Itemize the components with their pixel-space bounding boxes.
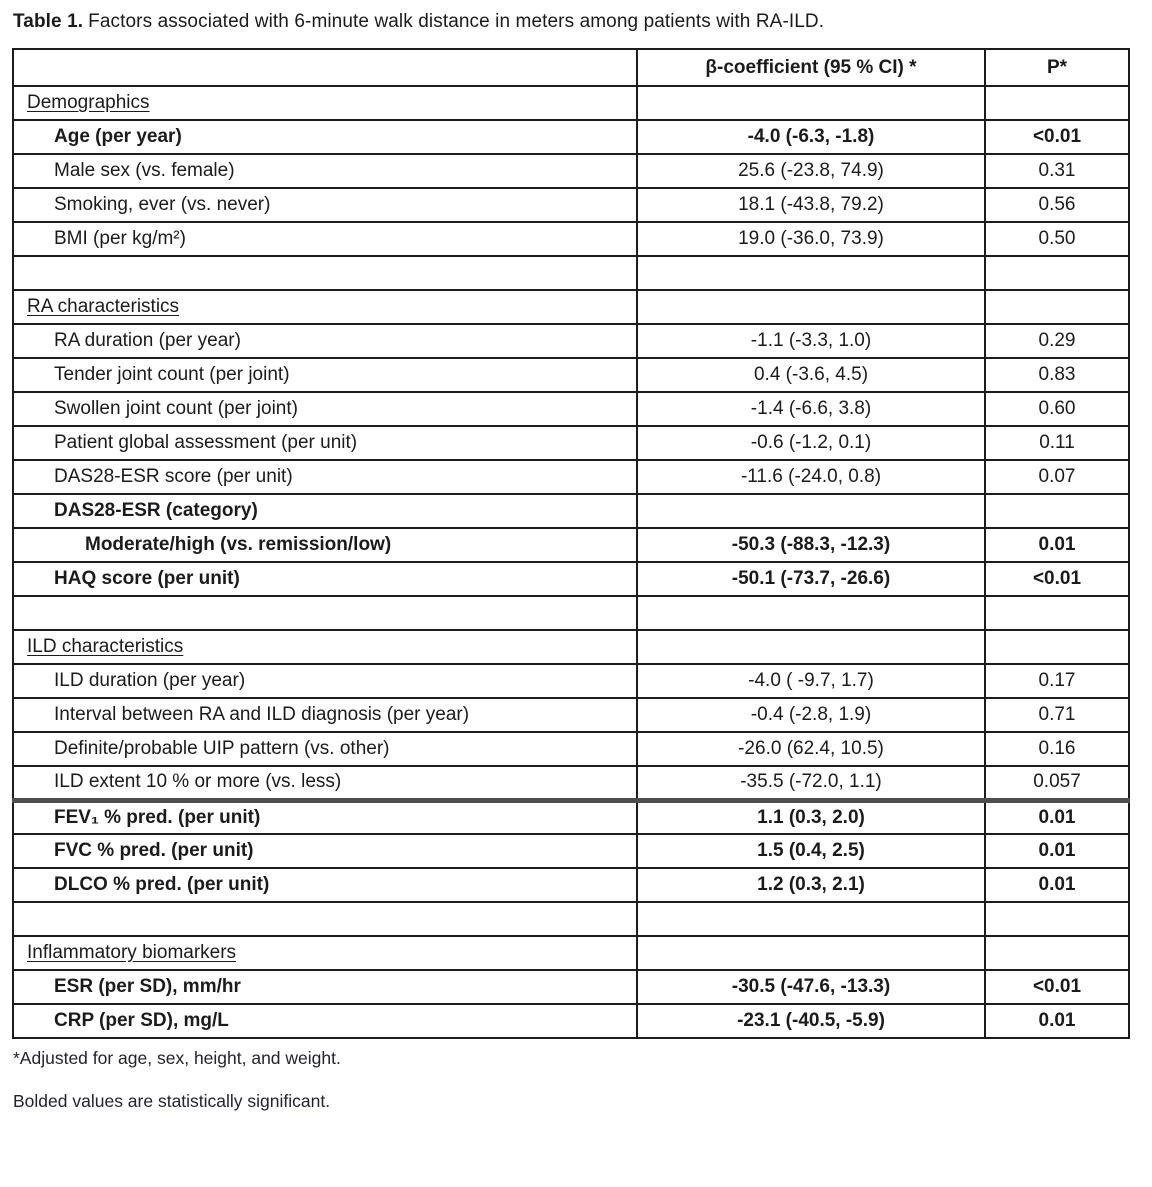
- p-cell: [985, 562, 1129, 596]
- p-cell-text: 0.01: [1038, 806, 1076, 828]
- p-cell: [985, 494, 1129, 528]
- factor-cell: [13, 188, 637, 222]
- beta-cell-text: -4.0 (-6.3, -1.8): [747, 126, 875, 147]
- table-row: [13, 868, 1129, 902]
- table-row: [13, 800, 1129, 834]
- factor-cell-text: ILD duration (per year): [54, 670, 246, 691]
- factor-cell-text: FEV₁ % pred. (per unit): [54, 806, 261, 828]
- p-cell-text: 0.01: [1038, 874, 1076, 895]
- factor-cell-text: FVC % pred. (per unit): [54, 840, 254, 861]
- factor-cell: [13, 800, 637, 834]
- p-cell: [985, 902, 1129, 936]
- factor-cell: [13, 834, 637, 868]
- spacer-row: [13, 902, 1129, 936]
- section-row: [13, 290, 1129, 324]
- factor-cell: [13, 970, 637, 1004]
- factor-cell-text: Definite/probable UIP pattern (vs. other): [54, 738, 390, 759]
- factor-cell: [13, 664, 637, 698]
- factor-cell-text: DLCO % pred. (per unit): [54, 874, 270, 895]
- p-cell: [985, 426, 1129, 460]
- factor-cell: [13, 256, 637, 290]
- factor-cell-text: Inflammatory biomarkers: [27, 942, 237, 963]
- factor-cell-text: Tender joint count (per joint): [54, 364, 290, 385]
- table-row: [13, 494, 1129, 528]
- beta-cell-text: -11.6 (-24.0, 0.8): [740, 466, 882, 487]
- beta-cell: [637, 936, 985, 970]
- factor-cell: [13, 698, 637, 732]
- results-table: [12, 48, 1130, 1039]
- factor-cell-text: BMI (per kg/m²): [54, 228, 186, 249]
- factor-cell-text: HAQ score (per unit): [54, 568, 240, 589]
- table-row: [13, 222, 1129, 256]
- factor-cell: [13, 562, 637, 596]
- factor-cell-text: Smoking, ever (vs. never): [54, 194, 271, 215]
- beta-cell: [637, 766, 985, 800]
- p-cell: [985, 222, 1129, 256]
- table-row: [13, 154, 1129, 188]
- beta-cell-text: β-coefficient (95 % CI) *: [705, 56, 917, 78]
- factor-cell-text: RA characteristics: [27, 296, 180, 317]
- table-row: [13, 1004, 1129, 1038]
- p-cell-text: 0.057: [1033, 771, 1081, 793]
- beta-cell: [637, 698, 985, 732]
- p-cell: [985, 256, 1129, 290]
- table-title-text: Factors associated with 6-minute walk distance in meters among patients with RA-ILD.: [88, 11, 825, 32]
- p-cell-text: 0.01: [1038, 1010, 1076, 1031]
- beta-cell: [637, 222, 985, 256]
- beta-cell-text: -50.1 (-73.7, -26.6): [731, 568, 891, 589]
- p-cell-text: P*: [1046, 56, 1068, 78]
- factor-cell: [13, 86, 637, 120]
- p-cell: [985, 528, 1129, 562]
- beta-cell-text: -50.3 (-88.3, -12.3): [731, 534, 891, 555]
- table-row: [13, 698, 1129, 732]
- table-row: [13, 766, 1129, 800]
- factor-cell: [13, 732, 637, 766]
- factor-cell: [13, 358, 637, 392]
- beta-cell: [637, 494, 985, 528]
- beta-cell: [637, 120, 985, 154]
- beta-cell-text: 1.1 (0.3, 2.0): [757, 806, 865, 828]
- factor-cell: [13, 936, 637, 970]
- beta-cell-text: -30.5 (-47.6, -13.3): [731, 976, 891, 997]
- results-table-body: [13, 49, 1129, 1038]
- p-cell: [985, 970, 1129, 1004]
- p-cell-text: 0.11: [1039, 432, 1075, 453]
- p-cell: [985, 664, 1129, 698]
- table-title-label: Table 1.: [13, 11, 84, 32]
- beta-cell-text: -0.6 (-1.2, 0.1): [750, 432, 872, 453]
- beta-cell-text: 1.5 (0.4, 2.5): [757, 840, 865, 861]
- beta-cell: [637, 188, 985, 222]
- table-row: [13, 324, 1129, 358]
- beta-cell: [637, 324, 985, 358]
- factor-cell: [13, 630, 637, 664]
- beta-cell: [637, 800, 985, 834]
- p-cell: [985, 936, 1129, 970]
- factor-cell-text: Patient global assessment (per unit): [54, 432, 358, 453]
- table-row: [13, 664, 1129, 698]
- p-cell-text: <0.01: [1032, 976, 1082, 997]
- beta-cell: [637, 562, 985, 596]
- factor-cell: [13, 324, 637, 358]
- beta-cell: [637, 630, 985, 664]
- p-cell-text: 0.31: [1038, 160, 1076, 181]
- p-cell: [985, 1004, 1129, 1038]
- beta-cell-text: 19.0 (-36.0, 73.9): [738, 228, 884, 249]
- table-row: [13, 834, 1129, 868]
- beta-cell: [637, 970, 985, 1004]
- factor-cell: [13, 528, 637, 562]
- factor-cell-text: Interval between RA and ILD diagnosis (per year): [54, 704, 470, 725]
- p-cell: [985, 49, 1129, 86]
- p-cell-text: <0.01: [1032, 568, 1082, 589]
- beta-cell: [637, 392, 985, 426]
- p-cell: [985, 120, 1129, 154]
- p-cell: [985, 868, 1129, 902]
- section-row: [13, 936, 1129, 970]
- factor-cell: [13, 868, 637, 902]
- factor-cell-text: Swollen joint count (per joint): [54, 398, 298, 419]
- factor-cell: [13, 596, 637, 630]
- factor-cell: [13, 120, 637, 154]
- p-cell: [985, 596, 1129, 630]
- beta-cell: [637, 1004, 985, 1038]
- spacer-row: [13, 256, 1129, 290]
- p-cell: [985, 732, 1129, 766]
- beta-cell-text: -1.1 (-3.3, 1.0): [750, 330, 872, 351]
- p-cell-text: 0.60: [1038, 398, 1076, 419]
- factor-cell-text: CRP (per SD), mg/L: [54, 1010, 229, 1031]
- p-cell: [985, 460, 1129, 494]
- table-row: [13, 970, 1129, 1004]
- beta-cell-text: 1.2 (0.3, 2.1): [757, 874, 865, 895]
- p-cell: [985, 834, 1129, 868]
- table-row: [13, 392, 1129, 426]
- p-cell-text: 0.83: [1038, 364, 1076, 385]
- beta-cell-text: -1.4 (-6.6, 3.8): [750, 398, 872, 419]
- factor-cell: [13, 49, 637, 86]
- p-cell: [985, 188, 1129, 222]
- p-cell-text: 0.01: [1038, 840, 1076, 861]
- p-cell-text: 0.01: [1038, 534, 1076, 555]
- beta-cell: [637, 86, 985, 120]
- factor-cell: [13, 766, 637, 800]
- beta-cell-text: -23.1 (-40.5, -5.9): [737, 1010, 885, 1031]
- factor-cell: [13, 460, 637, 494]
- p-cell-text: 0.07: [1038, 466, 1076, 487]
- beta-cell: [637, 528, 985, 562]
- p-cell: [985, 766, 1129, 800]
- table-title: [13, 11, 1140, 33]
- table-row: [13, 528, 1129, 562]
- beta-cell-text: -0.4 (-2.8, 1.9): [750, 704, 872, 725]
- table-row: [13, 188, 1129, 222]
- p-cell-text: <0.01: [1032, 126, 1082, 147]
- table-row: [13, 562, 1129, 596]
- beta-cell-text: -35.5 (-72.0, 1.1): [740, 771, 882, 793]
- p-cell-text: 0.29: [1038, 330, 1076, 351]
- header-row: [13, 49, 1129, 86]
- factor-cell: [13, 1004, 637, 1038]
- factor-cell: [13, 290, 637, 324]
- beta-cell-text: -26.0 (62.4, 10.5): [738, 738, 884, 759]
- factor-cell-text: DAS28-ESR (category): [54, 500, 258, 521]
- beta-cell-text: 0.4 (-3.6, 4.5): [753, 364, 869, 385]
- beta-cell: [637, 460, 985, 494]
- beta-cell: [637, 596, 985, 630]
- p-cell: [985, 698, 1129, 732]
- footnote-bolded: Bolded values are statistically significant.: [13, 1091, 331, 1111]
- beta-cell: [637, 426, 985, 460]
- table-row: [13, 732, 1129, 766]
- factor-cell-text: Demographics: [27, 92, 150, 113]
- beta-cell-text: 25.6 (-23.8, 74.9): [738, 160, 884, 181]
- table-row: [13, 358, 1129, 392]
- factor-cell-text: Moderate/high (vs. remission/low): [85, 534, 392, 555]
- factor-cell-text: RA duration (per year): [54, 330, 241, 351]
- factor-cell: [13, 392, 637, 426]
- p-cell: [985, 86, 1129, 120]
- beta-cell: [637, 358, 985, 392]
- factor-cell-text: ILD extent 10 % or more (vs. less): [54, 771, 342, 793]
- spacer-row: [13, 596, 1129, 630]
- table-row: [13, 120, 1129, 154]
- p-cell-text: 0.17: [1038, 670, 1076, 691]
- beta-cell-text: 18.1 (-43.8, 79.2): [738, 194, 884, 215]
- p-cell: [985, 392, 1129, 426]
- footnote-adjustment: *Adjusted for age, sex, height, and weight.: [13, 1048, 341, 1068]
- beta-cell: [637, 902, 985, 936]
- factor-cell-text: DAS28-ESR score (per unit): [54, 466, 293, 487]
- p-cell: [985, 290, 1129, 324]
- table-row: [13, 426, 1129, 460]
- factor-cell-text: ILD characteristics: [27, 636, 184, 657]
- beta-cell: [637, 256, 985, 290]
- p-cell-text: 0.71: [1038, 704, 1076, 725]
- p-cell-text: 0.56: [1038, 194, 1076, 215]
- p-cell: [985, 154, 1129, 188]
- beta-cell: [637, 154, 985, 188]
- beta-cell: [637, 868, 985, 902]
- factor-cell: [13, 426, 637, 460]
- factor-cell-text: Male sex (vs. female): [54, 160, 235, 181]
- p-cell: [985, 324, 1129, 358]
- beta-cell: [637, 49, 985, 86]
- p-cell: [985, 630, 1129, 664]
- p-cell-text: 0.50: [1038, 228, 1076, 249]
- beta-cell: [637, 664, 985, 698]
- factor-cell: [13, 222, 637, 256]
- factor-cell: [13, 902, 637, 936]
- factor-cell-text: ESR (per SD), mm/hr: [54, 976, 241, 997]
- factor-cell-text: Age (per year): [54, 126, 182, 147]
- beta-cell: [637, 732, 985, 766]
- beta-cell: [637, 290, 985, 324]
- p-cell: [985, 358, 1129, 392]
- p-cell-text: 0.16: [1038, 738, 1076, 759]
- beta-cell-text: -4.0 ( -9.7, 1.7): [748, 670, 874, 691]
- factor-cell: [13, 494, 637, 528]
- section-row: [13, 86, 1129, 120]
- beta-cell: [637, 834, 985, 868]
- factor-cell: [13, 154, 637, 188]
- p-cell: [985, 800, 1129, 834]
- section-row: [13, 630, 1129, 664]
- table-row: [13, 460, 1129, 494]
